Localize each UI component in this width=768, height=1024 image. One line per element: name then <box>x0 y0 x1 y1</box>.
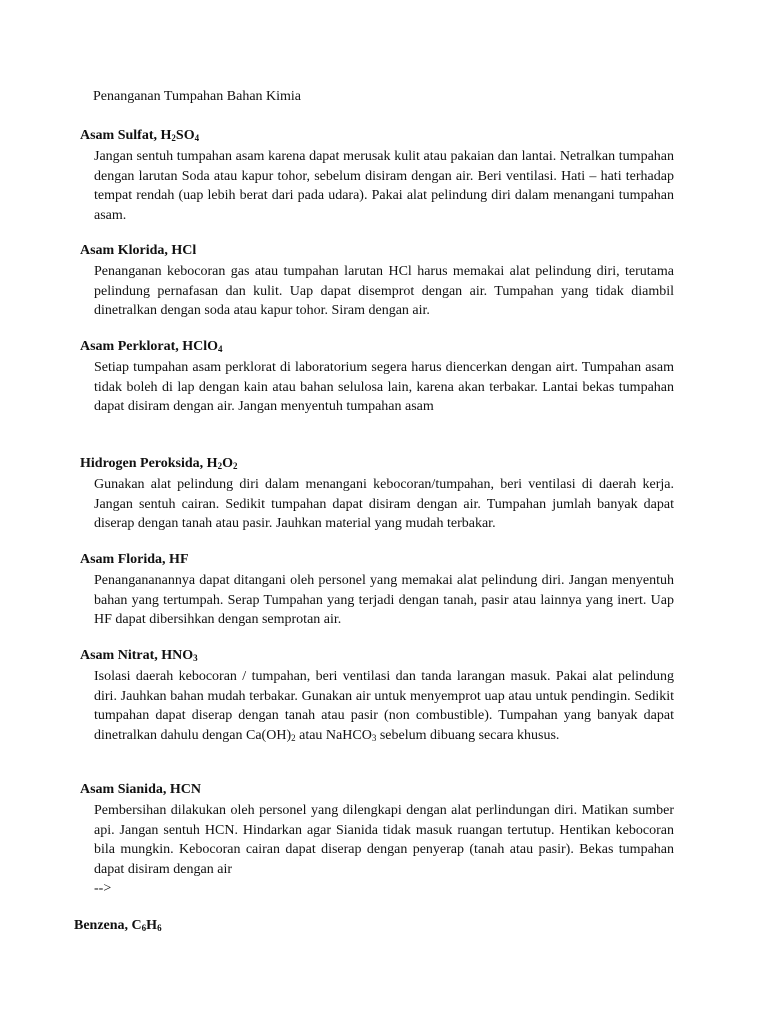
subscript: 6 <box>141 923 147 933</box>
subscript: 6 <box>157 923 162 933</box>
subscript: 4 <box>194 133 200 143</box>
section-heading <box>80 647 674 665</box>
heading-text: SO <box>175 128 195 143</box>
section-asam-klorida <box>80 242 674 321</box>
section-body <box>94 667 674 745</box>
section-hidrogen-peroksida <box>80 455 674 534</box>
section-heading <box>80 455 674 473</box>
section-asam-nitrat <box>80 647 674 745</box>
heading-text: Asam Perklorat, HClO <box>80 339 219 354</box>
subscript: 3 <box>193 653 198 663</box>
section-body: Jangan sentuh tumpahan asam karena dapat merusak kulit atau pakaian dan lantai. Netralkan tumpahan dengan larutan Soda atau kapur tohor, sebelum disiram dengan air. Beri ventilasi. Hati – hati terhadap tempat rendah (uap lebih berat dari pada udara). Pakai alat pelindung diri dalam menangani tumpahan asam. <box>94 149 674 223</box>
subscript: 2 <box>232 461 238 471</box>
heading-text: Benzena, C <box>74 918 142 933</box>
document-title: Penanganan Tumpahan Bahan Kimia <box>93 89 302 104</box>
trailing-arrow: --> <box>94 881 112 897</box>
subscript: 2 <box>291 732 296 743</box>
heading-text: Asam Sulfat, H <box>80 128 172 143</box>
section-asam-sianida <box>80 781 674 899</box>
body-text: sebelum dibuang secara khusus. <box>376 727 560 743</box>
section-heading: Asam Klorida, HCl <box>80 243 197 258</box>
section-body: Penanganan kebocoran gas atau tumpahan larutan HCl harus memakai alat pelindung diri, terutama pelindung pernafasan dan kulit. Uap dapat disemprot dengan air. Tumpahan yang tidak diambil dinetralkan dengan soda atau kapur tohor. Siram dengan air. <box>94 264 674 319</box>
section-body: Penangananannya dapat ditangani oleh personel yang memakai alat pelindung diri. Jangan menyentuh bahan yang tertumpah. Serap Tumpahan yang terjadi dengan tanah, pasir atau lainnya yang inert. Uap HF dapat dibersihkan dengan semprotan air. <box>94 573 674 628</box>
subscript: 2 <box>217 461 223 471</box>
section-asam-perklorat <box>80 338 674 417</box>
section-body: Setiap tumpahan asam perklorat di laboratorium segera harus diencerkan dengan airt. Tumpahan asam tidak boleh di lap dengan kain atau bahan selulosa lain, karena akan terbakar. Lantai bekas tumpahan dapat disiram dengan air. Jangan menyentuh tumpahan asam <box>94 360 674 415</box>
subscript: 3 <box>371 732 377 743</box>
section-heading: Asam Sianida, HCN <box>80 782 201 797</box>
section-heading <box>80 127 674 145</box>
heading-text: Asam Nitrat, HNO <box>80 648 194 663</box>
heading-text: Hidrogen Peroksida, H <box>80 456 218 471</box>
section-benzena <box>74 917 668 935</box>
section-body: Gunakan alat pelindung diri dalam menangani kebocoran/tumpahan, beri ventilasi di daerah kerja. Jangan sentuh cairan. Sedikit tumpahan dapat disiram dengan air. Tumpahan jumlah banyak dapat diserap dengan tanah atau pasir. Jauhkan material yang mudah terbakar. <box>94 477 674 532</box>
body-text: Isolasi daerah kebocoran / tumpahan, beri ventilasi dan tanda larangan masuk. Pakai alat pelindung diri. Jauhkan bahan mudah terbakar. Gunakan air untuk menyemprot uap atau untuk pendingin. Sedikit tumpahan dapat diserap dengan tanah atau pasir (non combustible). Tumpahan yang banyak dapat dinetralkan dahulu dengan Ca(OH) <box>94 669 674 743</box>
section-asam-sulfat <box>80 127 674 225</box>
section-body: Pembersihan dilakukan oleh personel yang dilengkapi dengan alat perlindungan diri. Matikan sumber api. Jangan sentuh HCN. Hindarkan agar Sianida tidak masuk ruangan tertutup. Hentikan kebocoran bila mungkin. Kebocoran cairan dapat diserap dengan penyerap (tanah atau pasir). Bekas tumpahan dapat disiram dengan air <box>94 803 674 877</box>
section-heading: Asam Florida, HF <box>80 552 189 567</box>
section-asam-florida <box>80 551 674 630</box>
section-heading <box>80 338 674 356</box>
heading-text: O <box>222 456 233 471</box>
subscript: 4 <box>218 344 223 354</box>
section-heading <box>74 917 668 935</box>
subscript: 2 <box>171 133 176 143</box>
body-text: atau NaHCO <box>295 727 372 743</box>
heading-text: H <box>146 918 158 933</box>
